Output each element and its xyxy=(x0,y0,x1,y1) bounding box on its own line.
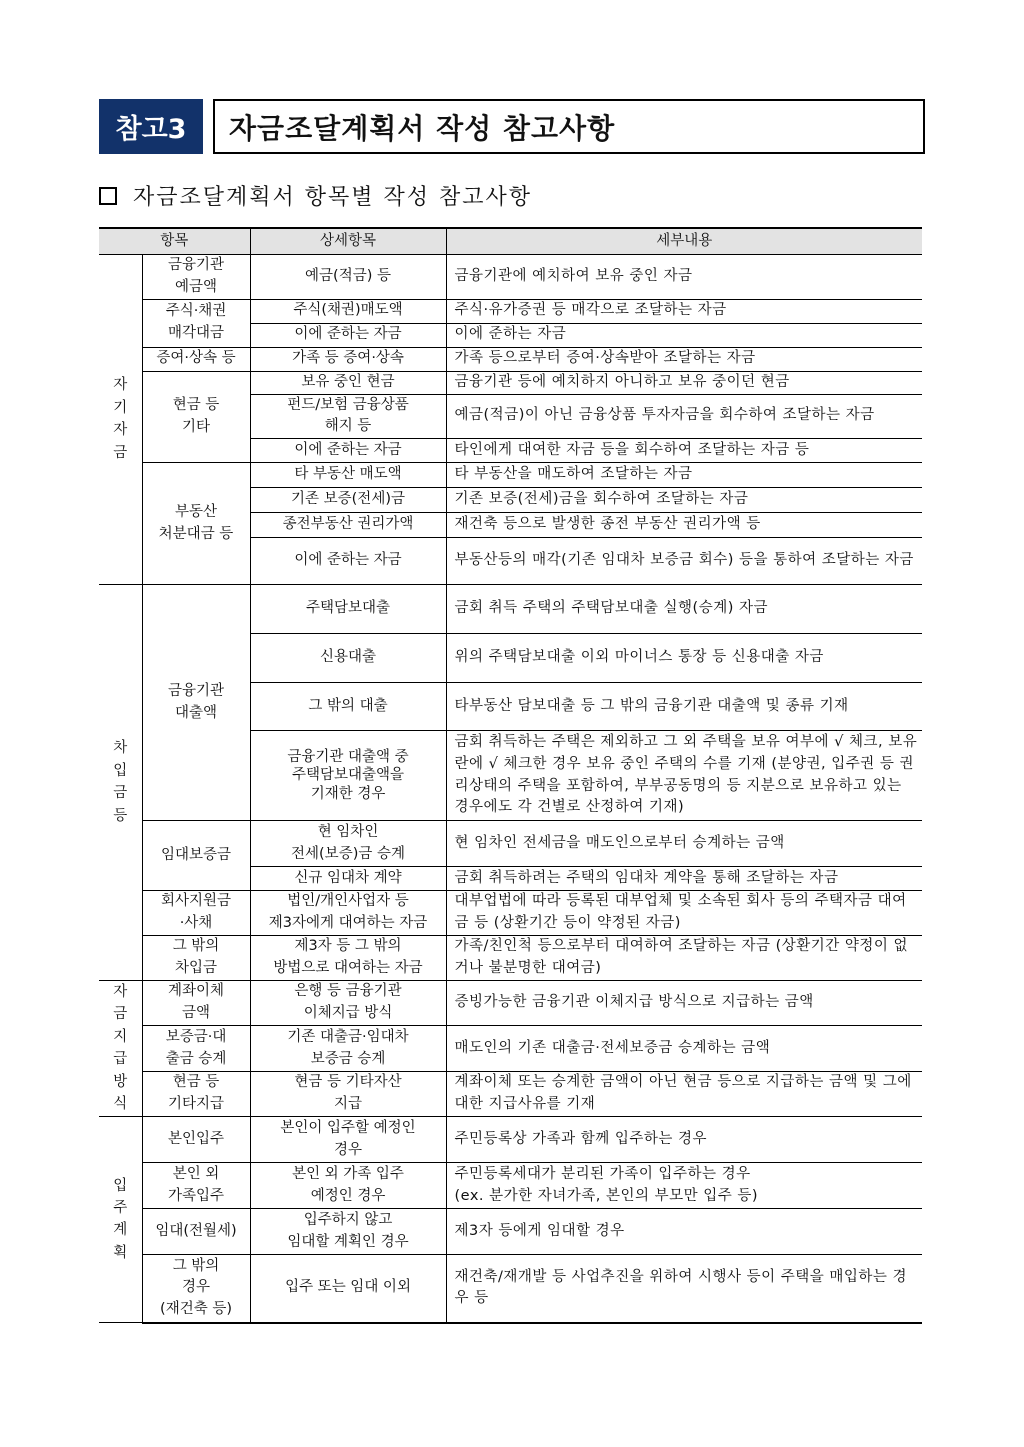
table-header-row xyxy=(99,228,922,255)
detail-cell: 보유 중인 현금 xyxy=(250,371,446,394)
detail-cell: 본인 외 가족 입주 예정인 경우 xyxy=(250,1163,446,1209)
checkbox-square-icon xyxy=(99,187,117,205)
detail-cell: 법인/개인사업자 등 제3자에게 대여하는 자금 xyxy=(250,891,446,936)
item-cell: 금융기관 예금액 xyxy=(142,255,250,300)
detail-cell: 가족 등 증여·상속 xyxy=(250,347,446,371)
detail-cell: 타 부동산 매도액 xyxy=(250,463,446,488)
reference-table xyxy=(99,227,922,1324)
detail-cell: 펀드/보험 금융상품 해지 등 xyxy=(250,394,446,439)
section-heading xyxy=(99,180,532,211)
description-cell: 가족 등으로부터 증여·상속받아 조달하는 자금 xyxy=(446,347,922,371)
detail-cell: 금융기관 대출액 중 주택담보대출액을 기재한 경우 xyxy=(250,731,446,821)
detail-cell: 현 임차인 전세(보증)금 승계 xyxy=(250,821,446,867)
detail-cell: 신용대출 xyxy=(250,634,446,683)
header-detail: 상세항목 xyxy=(250,228,446,255)
table-row xyxy=(99,1255,922,1323)
detail-cell: 이에 준하는 자금 xyxy=(250,323,446,347)
detail-cell: 그 밖의 대출 xyxy=(250,683,446,731)
description-cell: 부동산등의 매각(기존 임대차 보증금 회수) 등을 통하여 조달하는 자금 xyxy=(446,538,922,585)
group-label-own-funds: 자기자금 xyxy=(99,255,142,585)
table-row xyxy=(99,936,922,981)
description-cell: 대부업법에 따라 등록된 대부업체 및 소속된 회사 등의 주택자금 대여금 등 (상환기간 등이 약정된 자금) xyxy=(446,891,922,936)
table-row xyxy=(99,585,922,634)
description-cell: 계좌이체 또는 승계한 금액이 아닌 현금 등으로 지급하는 금액 및 그에 대한 지급사유를 기재 xyxy=(446,1071,922,1116)
item-cell: 본인 외 가족입주 xyxy=(142,1163,250,1209)
header-item: 항목 xyxy=(99,228,250,255)
description-cell: 현 임차인 전세금을 매도인으로부터 승계하는 금액 xyxy=(446,821,922,867)
item-cell: 주식·채권 매각대금 xyxy=(142,299,250,347)
description-cell: 이에 준하는 자금 xyxy=(446,323,922,347)
description-cell: 주민등록세대가 분리된 가족이 입주하는 경우 (ex. 분가한 자녀가족, 본인의 부모만 입주 등) xyxy=(446,1163,922,1209)
detail-cell: 이에 준하는 자금 xyxy=(250,538,446,585)
item-cell: 그 밖의 차입금 xyxy=(142,936,250,981)
table-row xyxy=(99,463,922,488)
detail-cell: 주식(채권)매도액 xyxy=(250,299,446,323)
item-cell: 회사지원금 ·사채 xyxy=(142,891,250,936)
detail-cell: 이에 준하는 자금 xyxy=(250,439,446,463)
table-row xyxy=(99,1163,922,1209)
table-row xyxy=(99,821,922,867)
description-cell: 가족/친인척 등으로부터 대여하여 조달하는 자금 (상환기간 약정이 없거나 불분명한 대여금) xyxy=(446,936,922,981)
page-title: 자금조달계획서 작성 참고사항 xyxy=(213,99,925,154)
group-label-payment: 자금지급방식 xyxy=(99,981,142,1117)
table-row xyxy=(99,1026,922,1071)
group-label-borrowed: 차입금등 xyxy=(99,585,142,981)
item-cell: 금융기관 대출액 xyxy=(142,585,250,821)
table-row xyxy=(99,981,922,1026)
description-cell: 금융기관 등에 예치하지 아니하고 보유 중이던 현금 xyxy=(446,371,922,394)
item-cell: 증여·상속 등 xyxy=(142,347,250,371)
detail-cell: 종전부동산 권리가액 xyxy=(250,513,446,538)
item-cell: 보증금·대 출금 승계 xyxy=(142,1026,250,1071)
item-cell: 임대(전월세) xyxy=(142,1209,250,1255)
description-cell: 주식·유가증권 등 매각으로 조달하는 자금 xyxy=(446,299,922,323)
detail-cell: 기존 보증(전세)금 xyxy=(250,488,446,513)
description-cell: 매도인의 기존 대출금·전세보증금 승계하는 금액 xyxy=(446,1026,922,1071)
item-cell: 계좌이체 금액 xyxy=(142,981,250,1026)
item-cell: 부동산 처분대금 등 xyxy=(142,463,250,585)
table-row xyxy=(99,891,922,936)
description-cell: 금회 취득 주택의 주택담보대출 실행(승계) 자금 xyxy=(446,585,922,634)
item-cell: 그 밖의 경우 (재건축 등) xyxy=(142,1255,250,1323)
detail-cell: 신규 임대차 계약 xyxy=(250,867,446,891)
description-cell: 타 부동산을 매도하여 조달하는 자금 xyxy=(446,463,922,488)
detail-cell: 은행 등 금융기관 이체지급 방식 xyxy=(250,981,446,1026)
detail-cell: 입주하지 않고 임대할 계획인 경우 xyxy=(250,1209,446,1255)
description-cell: 증빙가능한 금융기관 이체지급 방식으로 지급하는 금액 xyxy=(446,981,922,1026)
table-row xyxy=(99,299,922,323)
description-cell: 금회 취득하려는 주택의 임대차 계약을 통해 조달하는 자금 xyxy=(446,867,922,891)
description-cell: 금회 취득하는 주택은 제외하고 그 외 주택을 보유 여부에 √ 체크, 보유란에 √ 체크한 경우 보유 중인 주택의 수를 기재 (분양권, 입주권 등 권리상태의 주택을 포함하여, 부부공동명의 등 지분으로 보유하고 있는 경우에도 각 건별로 산정하여 기재) xyxy=(446,731,922,821)
item-cell: 본인입주 xyxy=(142,1117,250,1163)
table-row xyxy=(99,347,922,371)
description-cell: 기존 보증(전세)금을 회수하여 조달하는 자금 xyxy=(446,488,922,513)
description-cell: 금융기관에 예치하여 보유 중인 자금 xyxy=(446,255,922,300)
description-cell: 타부동산 담보대출 등 그 밖의 금융기관 대출액 및 종류 기재 xyxy=(446,683,922,731)
detail-cell: 입주 또는 임대 이외 xyxy=(250,1255,446,1323)
detail-cell: 예금(적금) 등 xyxy=(250,255,446,300)
item-cell: 현금 등 기타 xyxy=(142,371,250,463)
description-cell: 타인에게 대여한 자금 등을 회수하여 조달하는 자금 등 xyxy=(446,439,922,463)
detail-cell: 본인이 입주할 예정인 경우 xyxy=(250,1117,446,1163)
group-label-residence: 입주계획 xyxy=(99,1117,142,1323)
table-row xyxy=(99,1209,922,1255)
detail-cell: 현금 등 기타자산 지급 xyxy=(250,1071,446,1116)
item-cell: 임대보증금 xyxy=(142,821,250,891)
table-row xyxy=(99,1117,922,1163)
description-cell: 주민등록상 가족과 함께 입주하는 경우 xyxy=(446,1117,922,1163)
item-cell: 현금 등 기타지급 xyxy=(142,1071,250,1116)
page-header xyxy=(99,99,925,154)
description-cell: 재건축 등으로 발생한 종전 부동산 권리가액 등 xyxy=(446,513,922,538)
description-cell: 제3자 등에게 임대할 경우 xyxy=(446,1209,922,1255)
section-title: 자금조달계획서 항목별 작성 참고사항 xyxy=(133,185,533,210)
detail-cell: 주택담보대출 xyxy=(250,585,446,634)
description-cell: 예금(적금)이 아닌 금융상품 투자자금을 회수하여 조달하는 자금 xyxy=(446,394,922,439)
description-cell: 위의 주택담보대출 이외 마이너스 통장 등 신용대출 자금 xyxy=(446,634,922,683)
table-row xyxy=(99,371,922,394)
table-row xyxy=(99,255,922,300)
detail-cell: 제3자 등 그 밖의 방법으로 대여하는 자금 xyxy=(250,936,446,981)
description-cell: 재건축/재개발 등 사업추진을 위하여 시행사 등이 주택을 매입하는 경우 등 xyxy=(446,1255,922,1323)
reference-badge: 참고3 xyxy=(99,99,203,154)
detail-cell: 기존 대출금·임대차 보증금 승계 xyxy=(250,1026,446,1071)
header-description: 세부내용 xyxy=(446,228,922,255)
table-row xyxy=(99,1071,922,1116)
